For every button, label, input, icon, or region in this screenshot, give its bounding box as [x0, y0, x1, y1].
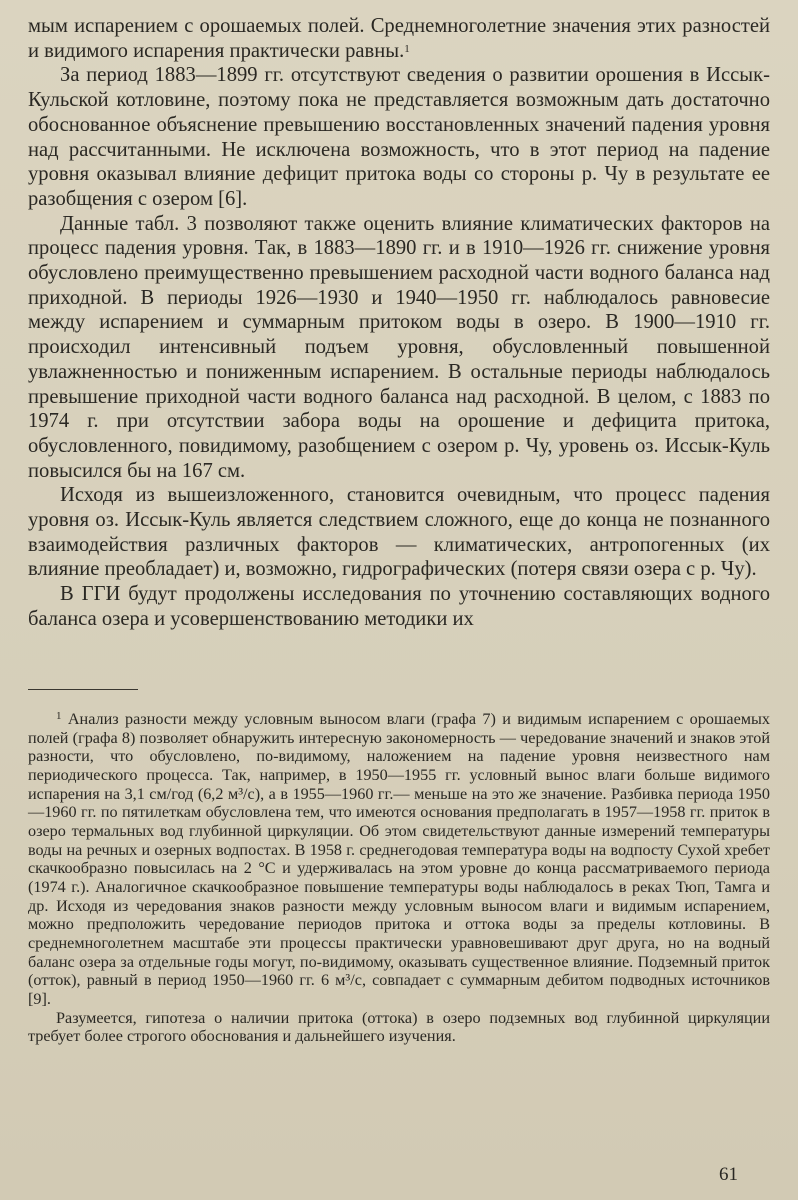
- main-text: [28, 14, 770, 632]
- page-number: 61: [719, 1164, 738, 1185]
- paragraph: В ГГИ будут продолжены исследования по уточнению составляющих водного баланса озера и усовершенствованию методики их: [28, 583, 770, 630]
- footnote-continuation: Разумеется, гипотеза о наличии притока (оттока) в озеро подземных вод глубинной циркуляции требует более строгого обоснования и дальнейшего изучения.: [28, 1008, 770, 1046]
- footnote: [28, 710, 770, 1009]
- paragraph: Исходя из вышеизложенного, становится очевидным, что процесс падения уровня оз. Иссык-Куль является следствием сложного, еще до конца не познанного взаимодействия различных факторов — климатических, антропогенных (их влияние преобладает) и, возможно, гидрографических (потеря связи озера с р. Чу).: [28, 484, 770, 581]
- paragraph-continuation: мым испарением с орошаемых полей. Среднемноголетние значения этих разностей и видимого испарения практически равны.$^1$: [28, 15, 770, 62]
- footnote-separator: [28, 689, 138, 690]
- footnote-reference: 1: [404, 42, 410, 55]
- footnote-mark: 1: [56, 710, 62, 722]
- footnote-text: Анализ разности между условным выносом влаги (графа 7) и видимым испарением с орошаемых полей (графа 8) позволяет обнаружить интересную закономерность — чередование значений и знаков этой разности, что обусловлено, по-видимому, наложением на падение уровня неизвестного нам периодического процесса. Так, например, в 1950—1955 гг. условный вынос влаги больше видимого испарения на 3,1 см/год (6,2 м³/с), а в 1955—1960 гг.— меньше на это же значение. Разбивка периода 1950—1960 гг. по пятилеткам обусловлена тем, что имеются основания предполагать в 1957—1958 гг. приток в озеро термальных вод глубинной циркуляции. Об этом свидетельствуют данные измерений температуры воды на речных и озерных водпостах. В 1958 г. среднегодовая температура воды на водпосту Сухой хребет скачкообразно повысилась на 2 °С и удерживалась на этом уровне до конца рассматриваемого периода (1974 г.). Аналогичное скачкообразное повышение температуры воды наблюдалось в реках Тюп, Тамга и др. Исходя из чередования знаков разности между условным выносом влаги и видимым испарением, можно предположить чередование периодов притока и оттока воды за пределы котловины. В среднемноголетнем масштабе эти процессы практически уравновешивают друг друга, но на водный баланс озера за отдельные годы могут, по-видимому, оказывать существенное влияние. Подземный приток (отток), равный в период 1950—1960 гг. 6 м³/с, совпадает с суммарным дебитом подводных источников [9].: [28, 710, 771, 1008]
- footnotes: [28, 710, 770, 1046]
- paragraph: Данные табл. 3 позволяют также оценить влияние климатических факторов на процесс падения уровня. Так, в 1883—1890 гг. и в 1910—1926 гг. снижение уровня обусловлено преимущественно превышением расходной части водного баланса над приходной. В периоды 1926—1930 и 1940—1950 гг. наблюдалось равновесие между испарением и суммарным притоком воды в озеро. В 1900—1910 гг. происходил интенсивный подъем уровня, обусловленный повышенной увлажненностью и пониженным испарением. В остальные периоды наблюдалось превышение приходной части водного баланса над расходной. В целом, с 1883 по 1974 г. при отсутствии забора воды на орошение и дефицита притока, обусловленного, повидимому, разобщением с озером р. Чу, уровень оз. Иссык-Куль повысился бы на 167 см.: [28, 212, 770, 482]
- paragraph: За период 1883—1899 гг. отсутствуют сведения о развитии орошения в Иссык-Кульской котловине, поэтому пока не представляется возможным дать достаточно обоснованное объяснение превышению восстановленных значений падения уровня над рассчитанными. Не исключена возможность, что в этот период на падение уровня оказывал влияние дефицит притока воды со стороны р. Чу в результате ее разобщения с озером [6].: [28, 64, 770, 210]
